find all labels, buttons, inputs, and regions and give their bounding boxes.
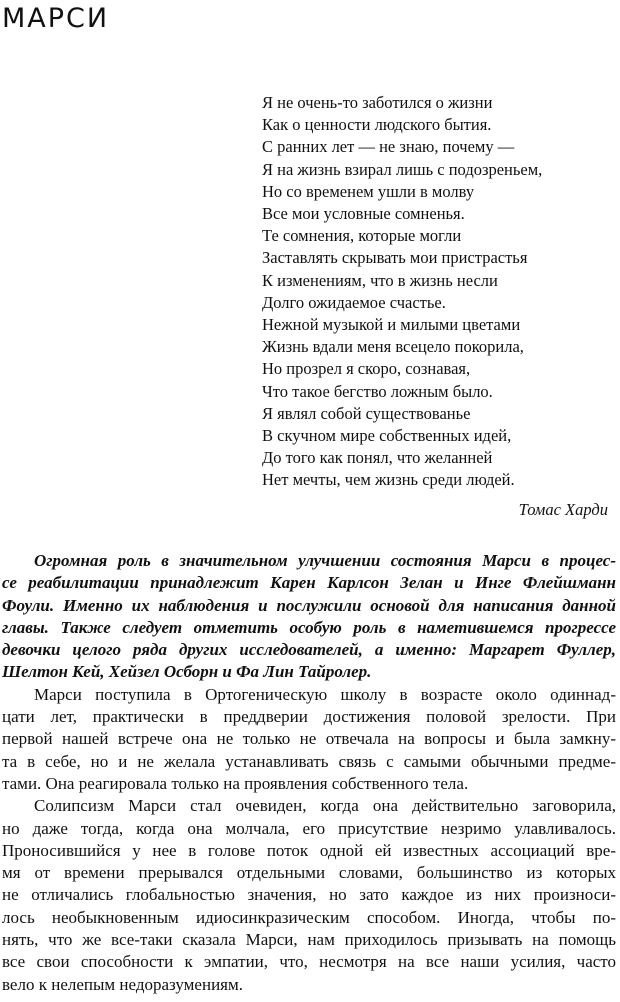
text-line: Огромная роль в значительном улучшении состояния Марси в процес-	[34, 551, 616, 570]
poem-line: Но прозрел я скоро, сознавая,	[262, 359, 471, 379]
epigraph-poem	[262, 92, 602, 492]
text-line: лось необыкновенным идиосинкразическим способом. Иногда, чтобы по-	[2, 907, 616, 927]
text-line: первой нашей встрече она не только не отвечала на вопросы и была замкну-	[2, 729, 616, 749]
poem-line: Я не очень-то заботился о жизни	[262, 93, 493, 112]
epigraph-author: Томас Харди	[518, 500, 608, 519]
acknowledgement-paragraph	[2, 550, 616, 684]
poem-line: Я на жизнь взирал лишь с подозреньем,	[262, 159, 543, 179]
text-line: не отличались глобальностью значения, но зато каждое из них произноси-	[2, 885, 616, 905]
paragraph	[2, 684, 616, 795]
text-line: та в себе, но и не желала устанавливать связь с самыми обычными предме-	[2, 751, 616, 771]
paragraph	[2, 795, 616, 996]
text-line: тами. Она реагировала только на проявления собственного тела.	[2, 773, 469, 793]
poem-line: Что такое бегство ложным было.	[262, 381, 493, 401]
text-line: вело к нелепым недоразумениям.	[2, 974, 243, 994]
poem-line: Как о ценности людского бытия.	[262, 115, 492, 135]
text-line: Марси поступила в Ортогеническую школу в возрасте около одиннад-	[34, 684, 616, 704]
poem-line: Те сомнения, которые могли	[262, 226, 462, 246]
poem-line: Нет мечты, чем жизнь среди людей.	[262, 470, 515, 490]
poem-line: С ранних лет — не знаю, почему —	[262, 137, 515, 157]
text-line: девочки целого ряда других исследователей, а именно: Маргарет Фуллер,	[2, 640, 616, 660]
poem-line: Все мои условные сомненья.	[262, 204, 465, 224]
text-line: Солипсизм Марси стал очевиден, когда она действительно заговорила,	[34, 796, 616, 816]
text-line: Шелтон Кей, Хейзел Осборн и Фа Лин Тайролер.	[2, 662, 372, 682]
poem-line: Я являл собой существованье	[262, 403, 471, 423]
text-line: главы. Также следует отметить особую роль в наметившемся прогрессе	[2, 617, 616, 637]
text-line: Фоули. Именно их наблюдения и послужили основой для написания данной	[2, 595, 616, 615]
text-line: се реабилитации принадлежит Карен Карлсон Зелан и Инге Флейшманн	[2, 573, 616, 593]
text-line: цати лет, практически в преддверии достижения половой зрелости. При	[2, 707, 616, 727]
text-line: все свои способности к эмпатии, что, несмотря на все наши усилия, часто	[2, 952, 616, 972]
text-line: но даже тогда, когда она молчала, его присутствие незримо улавливалось.	[2, 818, 616, 838]
poem-line: К изменениям, что в жизнь несли	[262, 270, 498, 290]
poem-line: В скучном мире собственных идей,	[262, 426, 512, 446]
text-line: Проносившийся у нее в голове поток одной ей известных ассоциаций вре-	[2, 840, 616, 860]
poem-line: Заставлять скрывать мои пристрастья	[262, 248, 528, 268]
text-line: нять, что же все-таки сказала Марси, нам приходилось призывать на помощь	[2, 930, 616, 950]
poem-line: До того как понял, что желанней	[262, 448, 493, 468]
text-line: мя от времени прерывался отдельными словами, большинство из которых	[2, 863, 616, 883]
chapter-title: МАРСИ	[2, 3, 110, 34]
poem-line: Долго ожидаемое счастье.	[262, 292, 446, 312]
body-text	[2, 550, 616, 996]
poem-line: Но со временем ушли в молву	[262, 181, 475, 201]
poem-line: Жизнь вдали меня всецело покорила,	[262, 337, 524, 357]
poem-line: Нежной музыкой и милыми цветами	[262, 315, 521, 335]
